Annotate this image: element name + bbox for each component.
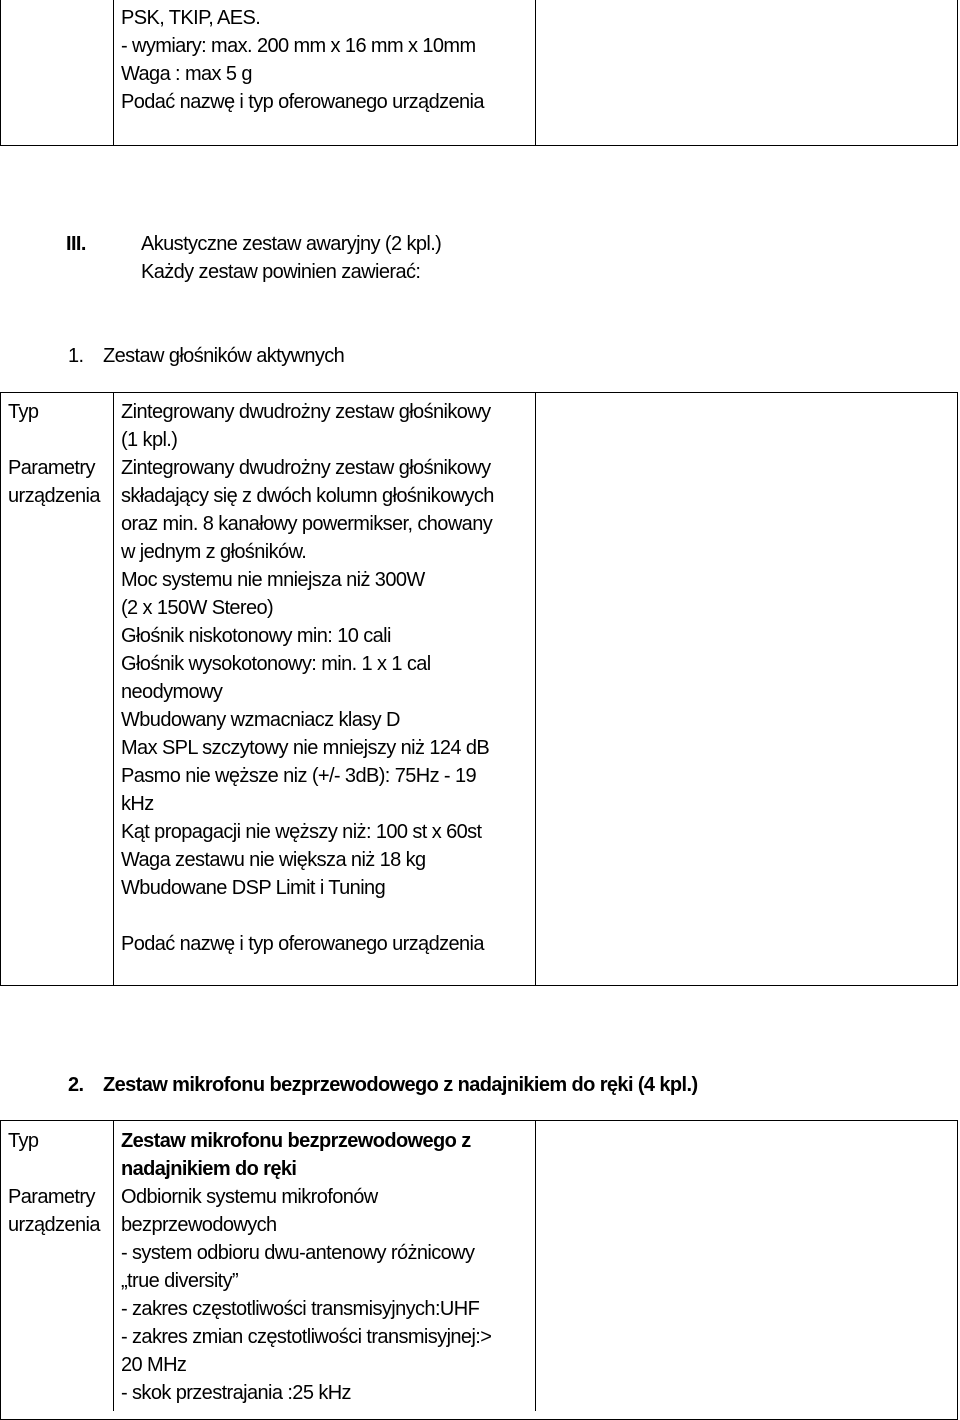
item1-line-8: (2 x 150W Stereo) bbox=[121, 597, 274, 619]
item1-line-6: w jednym z głośników. bbox=[121, 541, 307, 563]
item1-line-14: Pasmo nie węższe niz (+/- 3dB): 75Hz - 19 bbox=[121, 765, 476, 787]
item2-line-6: - zakres zmian częstotliwości transmisyjnej:> bbox=[121, 1326, 492, 1348]
top-line-4: Podać nazwę i typ oferowanego urządzenia bbox=[121, 91, 484, 113]
item1-line-17: Waga zestawu nie większa niż 18 kg bbox=[121, 849, 426, 871]
item1-line-13: Max SPL szczytowy nie mniejszy niż 124 dB bbox=[121, 737, 490, 759]
item2-typ-line-2: nadajnikiem do ręki bbox=[121, 1158, 297, 1180]
section-number: III. bbox=[66, 233, 86, 255]
item1-line-5: oraz min. 8 kanałowy powermikser, chowany bbox=[121, 513, 493, 535]
item1-line-12: Wbudowany wzmacniacz klasy D bbox=[121, 709, 400, 731]
top-table-divider-1 bbox=[113, 0, 114, 146]
item2-title: Zestaw mikrofonu bezprzewodowego z nadajnikiem do ręki (4 kpl.) bbox=[103, 1074, 698, 1096]
item2-label-urzadzenia: urządzenia bbox=[8, 1214, 100, 1236]
item1-line-4: składający się z dwóch kolumn głośnikowych bbox=[121, 485, 494, 507]
item2-line-7: 20 MHz bbox=[121, 1354, 187, 1376]
item1-footer: Podać nazwę i typ oferowanego urządzenia bbox=[121, 933, 484, 955]
item2-label-typ: Typ bbox=[8, 1130, 39, 1152]
item1-line-16: Kąt propagacji nie węższy niż: 100 st x 60st bbox=[121, 821, 482, 843]
item1-line-1: Zintegrowany dwudrożny zestaw głośnikowy bbox=[121, 401, 491, 423]
item2-table-divider-2 bbox=[535, 1120, 536, 1411]
item2-number: 2. bbox=[68, 1074, 84, 1096]
item1-label-typ: Typ bbox=[8, 401, 39, 423]
item1-label-parametry: Parametry bbox=[8, 457, 95, 479]
top-table-divider-2 bbox=[535, 0, 536, 146]
item2-line-5: - zakres częstotliwości transmisyjnych:UHF bbox=[121, 1298, 480, 1320]
item1-table-divider-2 bbox=[535, 392, 536, 986]
item1-line-7: Moc systemu nie mniejsza niż 300W bbox=[121, 569, 425, 591]
section-title: Akustyczne zestaw awaryjny (2 kpl.) bbox=[141, 233, 442, 255]
item1-label-urzadzenia: urządzenia bbox=[8, 485, 100, 507]
top-line-2: - wymiary: max. 200 mm x 16 mm x 10mm bbox=[121, 35, 476, 57]
item1-line-3: Zintegrowany dwudrożny zestaw głośnikowy bbox=[121, 457, 491, 479]
item1-number: 1. bbox=[68, 345, 84, 367]
item1-title: Zestaw głośników aktywnych bbox=[103, 345, 345, 367]
item1-table-divider-1 bbox=[113, 392, 114, 986]
item1-line-18: Wbudowane DSP Limit i Tuning bbox=[121, 877, 386, 899]
item1-line-2: (1 kpl.) bbox=[121, 429, 178, 451]
item2-line-2: bezprzewodowych bbox=[121, 1214, 277, 1236]
section-subtitle: Każdy zestaw powinien zawierać: bbox=[141, 261, 421, 283]
item1-line-15: kHz bbox=[121, 793, 154, 815]
top-line-3: Waga : max 5 g bbox=[121, 63, 252, 85]
item1-line-11: neodymowy bbox=[121, 681, 223, 703]
top-line-1: PSK, TKIP, AES. bbox=[121, 7, 261, 29]
item2-table-divider-1 bbox=[113, 1120, 114, 1411]
item2-typ-line-1: Zestaw mikrofonu bezprzewodowego z bbox=[121, 1130, 471, 1152]
item1-line-9: Głośnik niskotonowy min: 10 cali bbox=[121, 625, 391, 647]
item2-line-1: Odbiornik systemu mikrofonów bbox=[121, 1186, 378, 1208]
item2-line-3: - system odbioru dwu-antenowy różnicowy bbox=[121, 1242, 475, 1264]
item2-line-8: - skok przestrajania :25 kHz bbox=[121, 1382, 351, 1404]
item1-line-10: Głośnik wysokotonowy: min. 1 x 1 cal bbox=[121, 653, 431, 675]
item2-label-parametry: Parametry bbox=[8, 1186, 95, 1208]
item2-line-4: „true diversity” bbox=[121, 1270, 239, 1292]
